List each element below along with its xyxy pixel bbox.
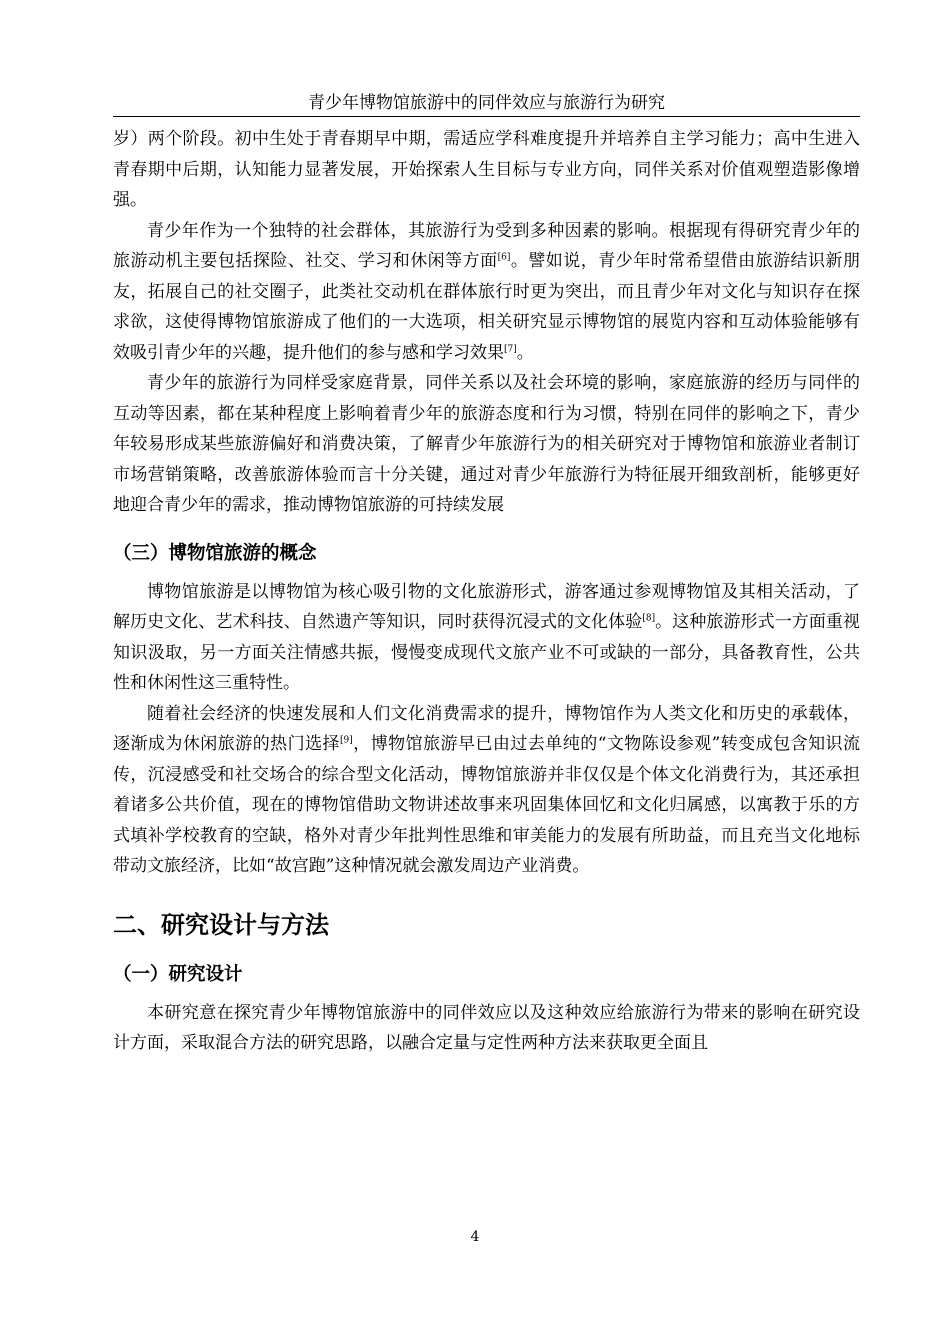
- running-header: 青少年博物馆旅游中的同伴效应与旅游行为研究: [308, 93, 665, 113]
- paragraph-text: 博物馆旅游是以博物馆为核心吸引物的文化旅游形式，游客通过参观博物馆及其相关活动，了解历史文化、艺术科技、自然遗产等知识，同时获得沉浸式的文化体验: [113, 581, 860, 632]
- paragraph-research-design: 本研究意在探究青少年博物馆旅游中的同伴效应以及这种效应给旅游行为带来的影响在研究设计方面，采取混合方法的研究思路，以融合定量与定性两种方法来获取更全面且: [113, 1002, 860, 1053]
- citation-ref: [9]: [340, 735, 353, 746]
- paragraph-museum-tourism-development: [113, 699, 860, 882]
- citation-ref: [7]: [504, 343, 517, 354]
- header-divider: [113, 116, 860, 117]
- paragraph-text: 。这种旅游形式一方面重视知识汲取，另一方面关注情感共振，慢慢变成现代文旅产业不可或缺的一部分，具备教育性，公共性和休闲性这三重特性。: [113, 612, 861, 693]
- section-heading-museum-tourism-concept: （三）博物馆旅游的概念: [113, 542, 317, 564]
- paragraph-text: 。譬如说，青少年时常希望借由旅游结识新朋友，拓展自己的社交圈子，此类社交动机在群体旅行时更为突出，而且青少年对文化与知识存在探求欲，这使得博物馆旅游成了他们的一大选项，相关研究显示博物馆的展览内容和互动体验能够有效吸引青少年的兴趣，提升他们的参与感和学习效果: [113, 251, 861, 363]
- chapter-heading-research-design-methods: 二、研究设计与方法: [113, 910, 329, 939]
- paragraph-text: 青少年作为一个独特的社会群体，其旅游行为受到多种因素的影响。根据现有得研究青少年的旅游动机主要包括探险、社交、学习和休闲等方面: [113, 220, 860, 271]
- paragraph-museum-tourism-definition: [113, 577, 860, 699]
- citation-ref: [6]: [497, 252, 511, 263]
- page-number: 4: [470, 1229, 480, 1245]
- page-body: [113, 124, 860, 1059]
- paragraph-tourism-motivation: [113, 216, 860, 369]
- paragraph-text: ，博物馆旅游早已由过去单纯的“文物陈设参观”转变成包含知识流传，沉浸感受和社交场合的综合型文化活动，博物馆旅游并非仅仅是个体文化消费行为，其还承担着诸多公共价值，现在的博物馆借助文物讲述故事来巩固集体回忆和文化归属感，以寓教于乐的方式填补学校教育的空缺，格外对青少年批判性思维和审美能力的发展有所助益，而且充当文化地标带动文旅经济，比如“故宫跑”这种情况就会激发周边产业消费。: [113, 734, 861, 876]
- paragraph-tourism-behavior: 青少年的旅游行为同样受家庭背景，同伴关系以及社会环境的影响，家庭旅游的经历与同伴的互动等因素，都在某种程度上影响着青少年的旅游态度和行为习惯，特别在同伴的影响之下，青少年较易形成某些旅游偏好和消费决策，了解青少年旅游行为的相关研究对于博物馆和旅游业者制订市场营销策略，改善旅游体验而言十分关键，通过对青少年旅游行为特征展开细致剖析，能够更好地迎合青少年的需求，推动博物馆旅游的可持续发展: [113, 373, 860, 515]
- paragraph-age-stages: 岁）两个阶段。初中生处于青春期早中期，需适应学科难度提升并培养自主学习能力；高中生进入青春期中后期，认知能力显著发展，开始探索人生目标与专业方向，同伴关系对价值观塑造影像增强。: [113, 129, 860, 210]
- section-heading-research-design: （一）研究设计: [113, 963, 243, 985]
- paragraph-text: 。: [516, 342, 534, 363]
- paragraph-text: 随着社会经济的快速发展和人们文化消费需求的提升，博物馆作为人类文化和历史的承载体，逐渐成为休闲旅游的热门选择: [113, 703, 860, 754]
- citation-ref: [8]: [642, 613, 656, 624]
